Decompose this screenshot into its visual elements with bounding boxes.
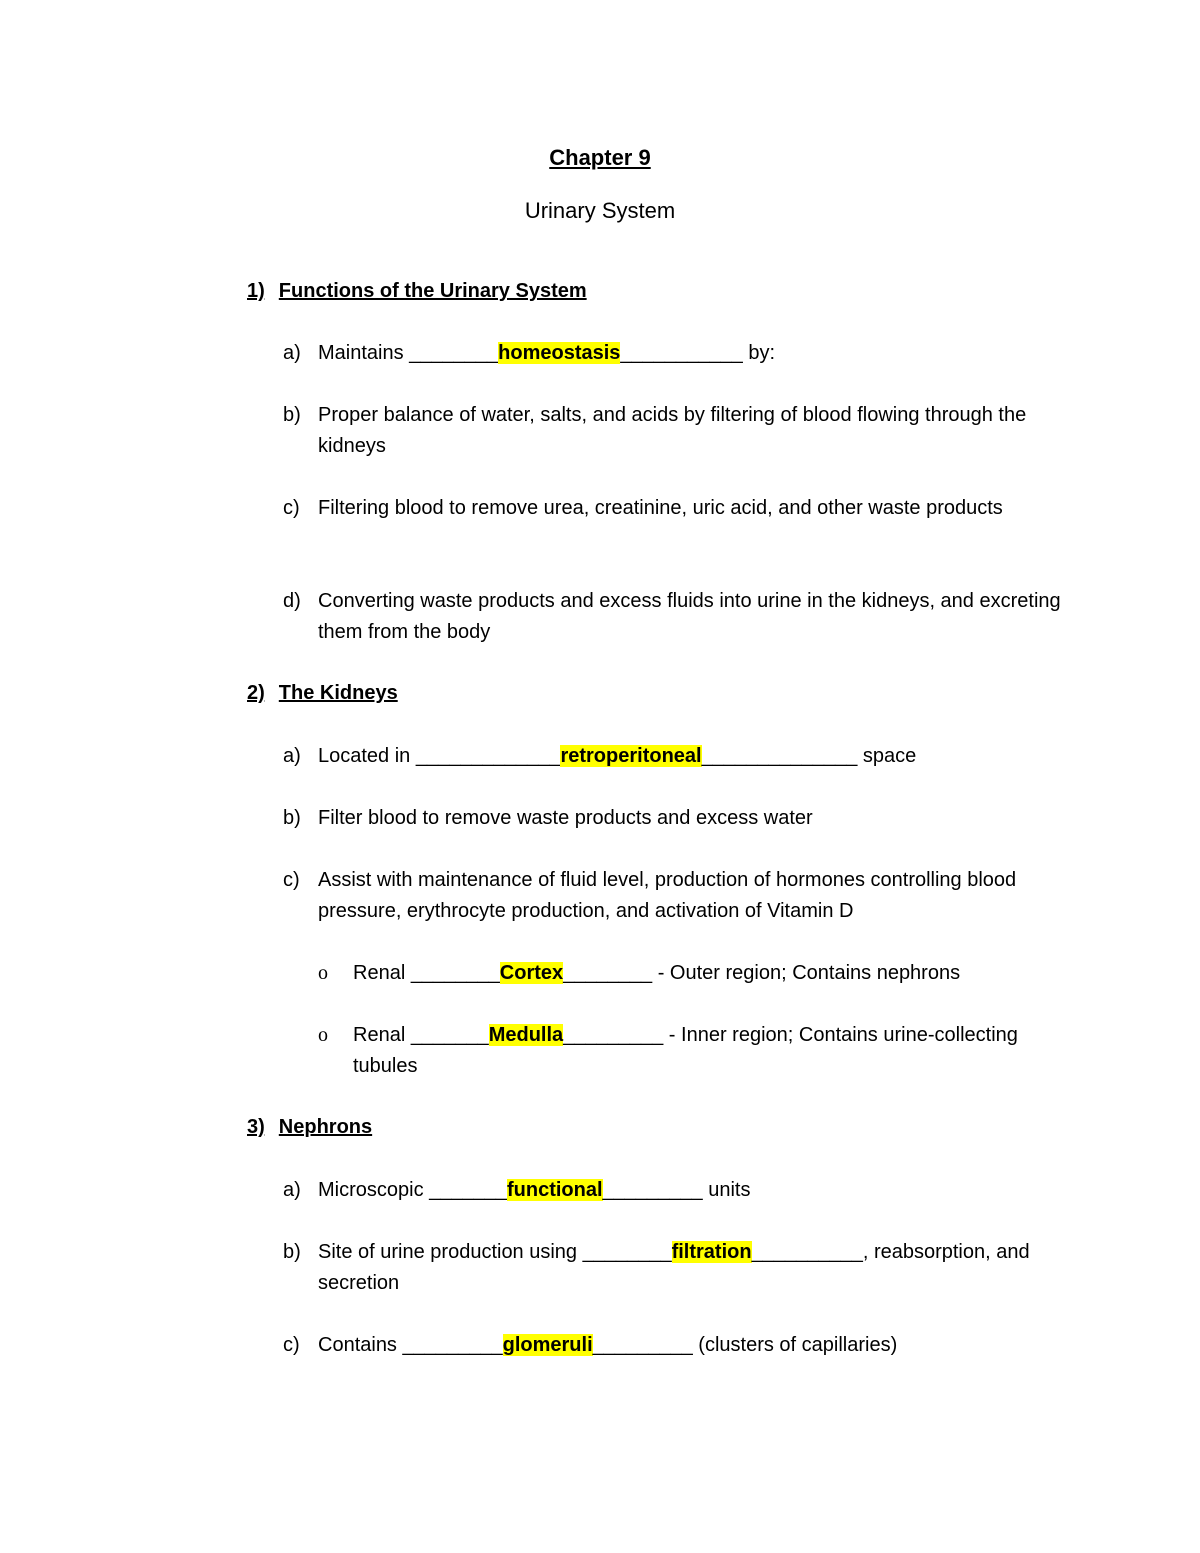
answer-highlight: functional bbox=[507, 1179, 603, 1201]
item-text: ___________ by: bbox=[620, 342, 775, 364]
item-text: Microscopic _______ bbox=[318, 1179, 507, 1201]
item-text: Contains _________ bbox=[318, 1334, 503, 1356]
item-text: ______________ space bbox=[701, 745, 917, 767]
bullet-marker: o bbox=[318, 962, 328, 984]
item-label: c) bbox=[283, 869, 300, 891]
list-item bbox=[283, 865, 1083, 927]
item-text: Renal ________ bbox=[353, 962, 500, 984]
answer-highlight: filtration bbox=[671, 1241, 752, 1263]
item-label: a) bbox=[283, 745, 301, 767]
item-text: Located in _____________ bbox=[318, 745, 561, 767]
item-text: Renal _______ bbox=[353, 1024, 489, 1046]
list-item bbox=[283, 803, 1083, 834]
chapter-title: Chapter 9 bbox=[549, 145, 651, 170]
section-heading-nephrons bbox=[247, 1116, 372, 1139]
item-text: _________ - Inner region; Contains urine-collecting tubules bbox=[353, 1024, 1018, 1077]
answer-highlight: glomeruli bbox=[502, 1334, 593, 1356]
item-text: ________ - Outer region; Contains nephrons bbox=[563, 962, 961, 984]
item-text: Site of urine production using ________ bbox=[318, 1241, 672, 1263]
chapter-subtitle: Urinary System bbox=[524, 198, 676, 223]
answer-highlight: Cortex bbox=[499, 962, 564, 984]
item-text: Converting waste products and excess fluids into urine in the kidneys, and excreting them from the body bbox=[318, 590, 1061, 643]
bullet-marker: o bbox=[318, 1024, 328, 1046]
sub-list-item bbox=[318, 1020, 1078, 1082]
item-label: a) bbox=[283, 1179, 301, 1201]
section-title: Functions of the Urinary System bbox=[278, 280, 587, 302]
item-label: c) bbox=[283, 1334, 300, 1356]
list-item bbox=[283, 1330, 1083, 1361]
item-label: b) bbox=[283, 1241, 301, 1263]
answer-highlight: Medulla bbox=[488, 1024, 564, 1046]
item-label: b) bbox=[283, 807, 301, 829]
list-item bbox=[283, 338, 1083, 369]
item-text: Maintains ________ bbox=[318, 342, 499, 364]
section-number: 3) bbox=[247, 1116, 265, 1138]
list-item bbox=[283, 400, 1083, 462]
section-heading-functions bbox=[247, 280, 587, 303]
list-item bbox=[283, 741, 1083, 772]
item-label: d) bbox=[283, 590, 301, 612]
item-text: _________ (clusters of capillaries) bbox=[592, 1334, 898, 1356]
answer-highlight: retroperitoneal bbox=[560, 745, 702, 767]
section-title: The Kidneys bbox=[278, 682, 398, 704]
answer-highlight: homeostasis bbox=[498, 342, 621, 364]
item-label: c) bbox=[283, 497, 300, 519]
section-heading-kidneys bbox=[247, 682, 398, 705]
list-item bbox=[283, 493, 1083, 524]
list-item bbox=[283, 1237, 1083, 1299]
list-item bbox=[283, 1175, 1083, 1206]
item-label: a) bbox=[283, 342, 301, 364]
item-text: Filtering blood to remove urea, creatinine, uric acid, and other waste products bbox=[318, 497, 1003, 519]
list-item bbox=[283, 586, 1083, 648]
item-text: _________ units bbox=[602, 1179, 751, 1201]
section-title: Nephrons bbox=[278, 1116, 373, 1138]
section-number: 1) bbox=[247, 280, 265, 302]
item-text: __________, reabsorption, and secretion bbox=[318, 1241, 1030, 1294]
item-text: Assist with maintenance of fluid level, production of hormones controlling blood pressure, erythrocyte production, and activation of Vitamin D bbox=[318, 869, 1017, 922]
sub-list-item bbox=[318, 958, 1078, 989]
item-text: Proper balance of water, salts, and acids by filtering of blood flowing through the kidneys bbox=[318, 404, 1027, 457]
section-number: 2) bbox=[247, 682, 265, 704]
item-text: Filter blood to remove waste products and excess water bbox=[318, 807, 813, 829]
item-label: b) bbox=[283, 404, 301, 426]
